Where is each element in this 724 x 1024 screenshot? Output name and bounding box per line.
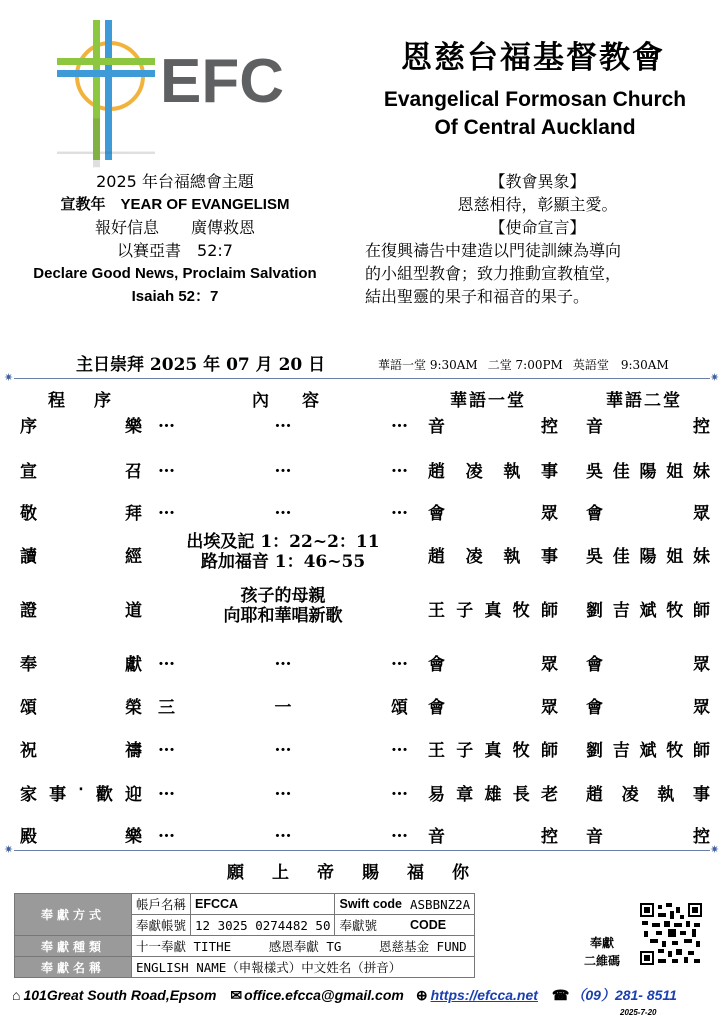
- website-link[interactable]: https://efcca.net: [430, 987, 538, 1003]
- program-item-char: 禱: [125, 741, 142, 761]
- service1-person-char: 真: [484, 741, 502, 761]
- service1-person-char: 眾: [541, 504, 558, 524]
- program-item: [20, 412, 142, 437]
- service1-person-char: 執: [503, 547, 521, 567]
- church-name-en-line1: Evangelical Formosan Church: [383, 88, 687, 111]
- service2-person-char: 妹: [693, 547, 710, 567]
- service2-person: [586, 499, 710, 524]
- offering-qr-code[interactable]: [640, 903, 702, 965]
- service1-person-char: 師: [541, 741, 558, 761]
- program-item: [20, 693, 142, 718]
- service1-person: [428, 457, 558, 482]
- service1-person: [428, 542, 558, 567]
- program-item-char: 殿: [20, 827, 37, 847]
- service2-person: [586, 780, 710, 805]
- mission-line1: 在復興禱告中建造以門徒訓練為導向: [365, 241, 622, 260]
- service2-person-char: 事: [692, 785, 710, 805]
- ellipsis: …: [274, 822, 292, 842]
- ellipsis: …: [391, 822, 408, 842]
- program-item: [20, 650, 142, 675]
- program-content-dots: [158, 736, 408, 756]
- star-ornament-icon: ✷: [710, 843, 720, 856]
- service1-person-char: 凌: [465, 462, 483, 482]
- church-name-zh: 恩慈台福基督教會: [401, 40, 665, 76]
- program-item-char: 事: [49, 785, 67, 805]
- service2-person-char: 斌: [639, 741, 657, 761]
- program-item-char: 道: [125, 601, 142, 621]
- service-time-2: 二堂 7:00PM: [487, 358, 563, 372]
- service2-person-char: 凌: [621, 785, 639, 805]
- logo-text: EFC: [160, 47, 284, 116]
- service1-person-char: 雄: [484, 785, 502, 805]
- program-content-dots: [158, 780, 408, 800]
- theme-line5: Declare Good News, Proclaim Salvation: [33, 265, 317, 282]
- offering-method-label: 奉獻方式: [15, 894, 132, 936]
- type-fund: 恩慈基金 FUND: [379, 939, 467, 954]
- service2-person: [586, 596, 710, 621]
- program-item-char: 敬: [20, 504, 37, 524]
- mission-line3: 結出聖靈的果子和福音的果子。: [365, 287, 590, 306]
- service2-person-char: 控: [693, 827, 710, 847]
- program-item-char: 迎: [124, 785, 142, 805]
- program-item-char: ‧: [78, 780, 84, 800]
- program-row: [0, 736, 724, 780]
- service1-person-char: 王: [428, 741, 445, 761]
- vision-text: 恩慈相待，彰顯主愛。: [457, 195, 618, 214]
- program-item-char: 祝: [20, 741, 37, 761]
- service2-person: [586, 457, 710, 482]
- program-content-line: 路加福音 1：46~55: [200, 552, 366, 572]
- offering-type-label: 奉獻種類: [15, 936, 132, 957]
- ellipsis: …: [158, 780, 175, 800]
- code-label: 奉獻號: [335, 915, 406, 936]
- date-tag: 2025-7-20: [620, 1008, 657, 1017]
- globe-icon: ⊕: [415, 986, 428, 1003]
- service1-person-char: 老: [541, 785, 558, 805]
- program-item-char: 榮: [125, 698, 142, 718]
- program-item: [20, 457, 142, 482]
- blessing: 願上帝賜福你: [227, 863, 497, 883]
- star-ornament-icon: ✷: [4, 843, 14, 856]
- ellipsis: …: [158, 822, 175, 842]
- ellipsis: …: [274, 736, 292, 756]
- star-ornament-icon: ✷: [4, 371, 14, 384]
- program-item: [20, 596, 142, 621]
- program-row: [0, 650, 724, 694]
- program-item-char: 宣: [20, 462, 37, 482]
- program-item: [20, 542, 142, 567]
- vision-title: 【教會異象】: [489, 172, 586, 191]
- program-content-dots: [158, 412, 408, 432]
- service1-person: [428, 822, 558, 847]
- service1-person: [428, 736, 558, 761]
- service2-person-char: 姐: [666, 462, 684, 482]
- service2-person: [586, 650, 710, 675]
- theme-line4: 以賽亞書 52:7: [117, 241, 233, 260]
- service1-person-char: 會: [428, 504, 445, 524]
- ellipsis: …: [274, 499, 292, 519]
- swift-label: Swift code: [335, 894, 406, 915]
- church-logo: [55, 18, 295, 168]
- program-item-char: 召: [125, 462, 142, 482]
- ellipsis: …: [391, 412, 408, 432]
- service2-person-char: 牧: [666, 741, 684, 761]
- service1-person: [428, 499, 558, 524]
- offering-table: [14, 893, 475, 978]
- service1-person-char: 眾: [541, 698, 558, 718]
- church-name-en: [360, 86, 710, 142]
- col-content: 內 容: [252, 391, 327, 411]
- service2-person-char: 吉: [612, 601, 630, 621]
- type-tg: 感恩奉獻 TG: [268, 939, 342, 954]
- divider-top: [14, 378, 710, 379]
- program-content-char: 頌: [391, 698, 408, 718]
- ellipsis: …: [391, 650, 408, 670]
- service2-person-char: 趙: [586, 785, 603, 805]
- ellipsis: …: [391, 736, 408, 756]
- ellipsis: …: [274, 650, 292, 670]
- service2-person: [586, 542, 710, 567]
- service2-person-char: 眾: [693, 504, 710, 524]
- service2-person-char: 陽: [639, 462, 657, 482]
- qr-label-line1: 奉獻: [589, 936, 614, 950]
- offering-name-format: ENGLISH NAME（申報樣式）中文姓名（拼音）: [132, 957, 475, 978]
- col-program: 程 序: [48, 391, 117, 411]
- program-row: [0, 693, 724, 737]
- col-service2: 華語二堂: [606, 391, 682, 411]
- service1-person-char: 趙: [428, 462, 445, 482]
- account-number-label: 奉獻帳號: [132, 915, 191, 936]
- program-row: [0, 457, 724, 501]
- program-item-char: 歡: [95, 785, 113, 805]
- program-content-dots: [158, 650, 408, 670]
- code-value: CODE: [406, 915, 475, 936]
- program-item: [20, 499, 142, 524]
- service1-person-char: 音: [428, 827, 445, 847]
- annual-theme: [10, 170, 340, 308]
- offering-types: [132, 936, 475, 957]
- service1-person-char: 事: [540, 547, 558, 567]
- email[interactable]: office.efcca@gmail.com: [244, 987, 404, 1003]
- program-content: [158, 693, 408, 718]
- service-time-1: 華語一堂 9:30AM: [378, 358, 478, 372]
- qr-label-line2: 二維碼: [583, 954, 620, 968]
- service1-person: [428, 780, 558, 805]
- program-item-char: 樂: [125, 827, 142, 847]
- service-time-3: 英語堂 9:30AM: [572, 358, 669, 372]
- service2-person-char: 師: [693, 601, 710, 621]
- program-item-char: 經: [125, 547, 142, 567]
- service1-person-char: 會: [428, 698, 445, 718]
- offering-name-label: 奉獻名稱: [15, 957, 132, 978]
- phone-icon: ☎: [551, 986, 570, 1003]
- mail-icon: ✉: [230, 986, 243, 1003]
- service1-person-char: 會: [428, 655, 445, 675]
- program-item-char: 拜: [125, 504, 142, 524]
- service2-person-char: 陽: [639, 547, 657, 567]
- service1-person-char: 章: [456, 785, 474, 805]
- program-item-char: 讀: [20, 547, 37, 567]
- service2-person-char: 劉: [586, 741, 603, 761]
- program-content-line: 孩子的母親: [240, 586, 326, 606]
- program-content-char: 一: [274, 698, 292, 718]
- ellipsis: …: [274, 457, 292, 477]
- service1-person-char: 師: [541, 601, 558, 621]
- ellipsis: …: [391, 457, 408, 477]
- ellipsis: …: [274, 780, 292, 800]
- program-item-char: 獻: [125, 655, 142, 675]
- ellipsis: …: [158, 736, 175, 756]
- service1-person-char: 牧: [512, 741, 530, 761]
- account-name-label: 帳戶名稱: [132, 894, 191, 915]
- program-content-dots: [158, 499, 408, 519]
- church-name-en-line2: Of Central Auckland: [434, 116, 636, 139]
- theme-line6: Isaiah 52：7: [131, 288, 219, 305]
- vision-mission: [365, 170, 710, 308]
- service1-person-char: 子: [456, 741, 474, 761]
- service2-person-char: 牧: [666, 601, 684, 621]
- star-ornament-icon: ✷: [710, 371, 720, 384]
- program-content: [158, 586, 408, 626]
- theme-line1: 2025 年台福總會主題: [96, 172, 254, 191]
- service1-person-char: 易: [428, 785, 445, 805]
- service1-person: [428, 650, 558, 675]
- service2-person-char: 佳: [612, 462, 630, 482]
- service-date: 主日崇拜 2025 年 07 月 20 日: [76, 355, 326, 375]
- mission-line2: 的小組型教會；致力推動宣教植堂，: [365, 264, 622, 283]
- service2-person-char: 吳: [586, 547, 603, 567]
- program-content-line: 出埃及記 1：22~2：11: [186, 532, 380, 552]
- service2-person: [586, 736, 710, 761]
- program-row: [0, 532, 724, 586]
- phone-number[interactable]: （09）281- 8511: [571, 987, 677, 1003]
- theme-line2: 宣教年 YEAR OF EVANGELISM: [60, 196, 290, 213]
- program-content-dots: [158, 822, 408, 842]
- program-content: [158, 532, 408, 572]
- theme-line3: 報好信息 廣傳救恩: [94, 218, 255, 237]
- service1-person-char: 眾: [541, 655, 558, 675]
- address: 101Great South Road,Epsom: [23, 987, 217, 1003]
- service1-person-char: 控: [541, 417, 558, 437]
- service-times: [378, 356, 679, 373]
- service2-person-char: 眾: [693, 698, 710, 718]
- program-item: [20, 736, 142, 761]
- col-service1: 華語一堂: [450, 391, 526, 411]
- service2-person-char: 劉: [586, 601, 603, 621]
- service2-person-char: 佳: [612, 547, 630, 567]
- program-content-line: 向耶和華唱新歌: [223, 606, 343, 626]
- ellipsis: …: [391, 499, 408, 519]
- program-item-char: 奉: [20, 655, 37, 675]
- service1-person: [428, 412, 558, 437]
- program-item-char: 證: [20, 601, 37, 621]
- service2-person-char: 會: [586, 698, 603, 718]
- program-item: [20, 780, 142, 805]
- program-row: [0, 412, 724, 456]
- program-item: [20, 822, 142, 847]
- service2-person-char: 控: [693, 417, 710, 437]
- service2-person-char: 斌: [639, 601, 657, 621]
- divider-bottom: [14, 850, 710, 851]
- account-number: 12 3025 0274482 50: [191, 915, 335, 936]
- service1-person: [428, 693, 558, 718]
- service1-person-char: 真: [484, 601, 502, 621]
- program-item-char: 頌: [20, 698, 37, 718]
- program-content-char: 三: [158, 698, 175, 718]
- service2-person: [586, 412, 710, 437]
- ellipsis: …: [158, 412, 175, 432]
- service2-person-char: 吳: [586, 462, 603, 482]
- program-item-char: 樂: [125, 417, 142, 437]
- service2-person-char: 會: [586, 655, 603, 675]
- service2-person-char: 會: [586, 504, 603, 524]
- service1-person-char: 音: [428, 417, 445, 437]
- service2-person-char: 妹: [693, 462, 710, 482]
- service1-person-char: 子: [456, 601, 474, 621]
- service2-person-char: 姐: [666, 547, 684, 567]
- service1-person-char: 事: [540, 462, 558, 482]
- service1-person-char: 控: [541, 827, 558, 847]
- service2-person-char: 執: [657, 785, 675, 805]
- service1-person-char: 凌: [465, 547, 483, 567]
- service1-person-char: 長: [512, 785, 530, 805]
- service1-person-char: 王: [428, 601, 445, 621]
- program-item-char: 家: [20, 785, 37, 805]
- home-icon: ⌂: [12, 987, 21, 1003]
- service1-person-char: 牧: [512, 601, 530, 621]
- program-content-dots: [158, 457, 408, 477]
- swift-code: ASBBNZ2A: [406, 894, 475, 915]
- qr-label: [574, 934, 630, 970]
- mission-title: 【使命宣言】: [489, 218, 586, 237]
- ellipsis: …: [158, 650, 175, 670]
- service2-person-char: 眾: [693, 655, 710, 675]
- footer: [12, 985, 718, 1005]
- type-tithe: 十一奉獻 TITHE: [136, 939, 232, 954]
- ellipsis: …: [158, 499, 175, 519]
- account-name: EFCCA: [191, 894, 335, 915]
- service1-person-char: 執: [503, 462, 521, 482]
- service2-person-char: 吉: [612, 741, 630, 761]
- program-item-char: 序: [20, 417, 37, 437]
- service2-person: [586, 693, 710, 718]
- ellipsis: …: [158, 457, 175, 477]
- service1-person-char: 趙: [428, 547, 445, 567]
- service2-person-char: 師: [693, 741, 710, 761]
- program-row: [0, 586, 724, 640]
- program-row: [0, 780, 724, 824]
- service2-person-char: 音: [586, 417, 603, 437]
- service1-person: [428, 596, 558, 621]
- service2-person: [586, 822, 710, 847]
- service2-person-char: 音: [586, 827, 603, 847]
- ellipsis: …: [391, 780, 408, 800]
- ellipsis: …: [274, 412, 292, 432]
